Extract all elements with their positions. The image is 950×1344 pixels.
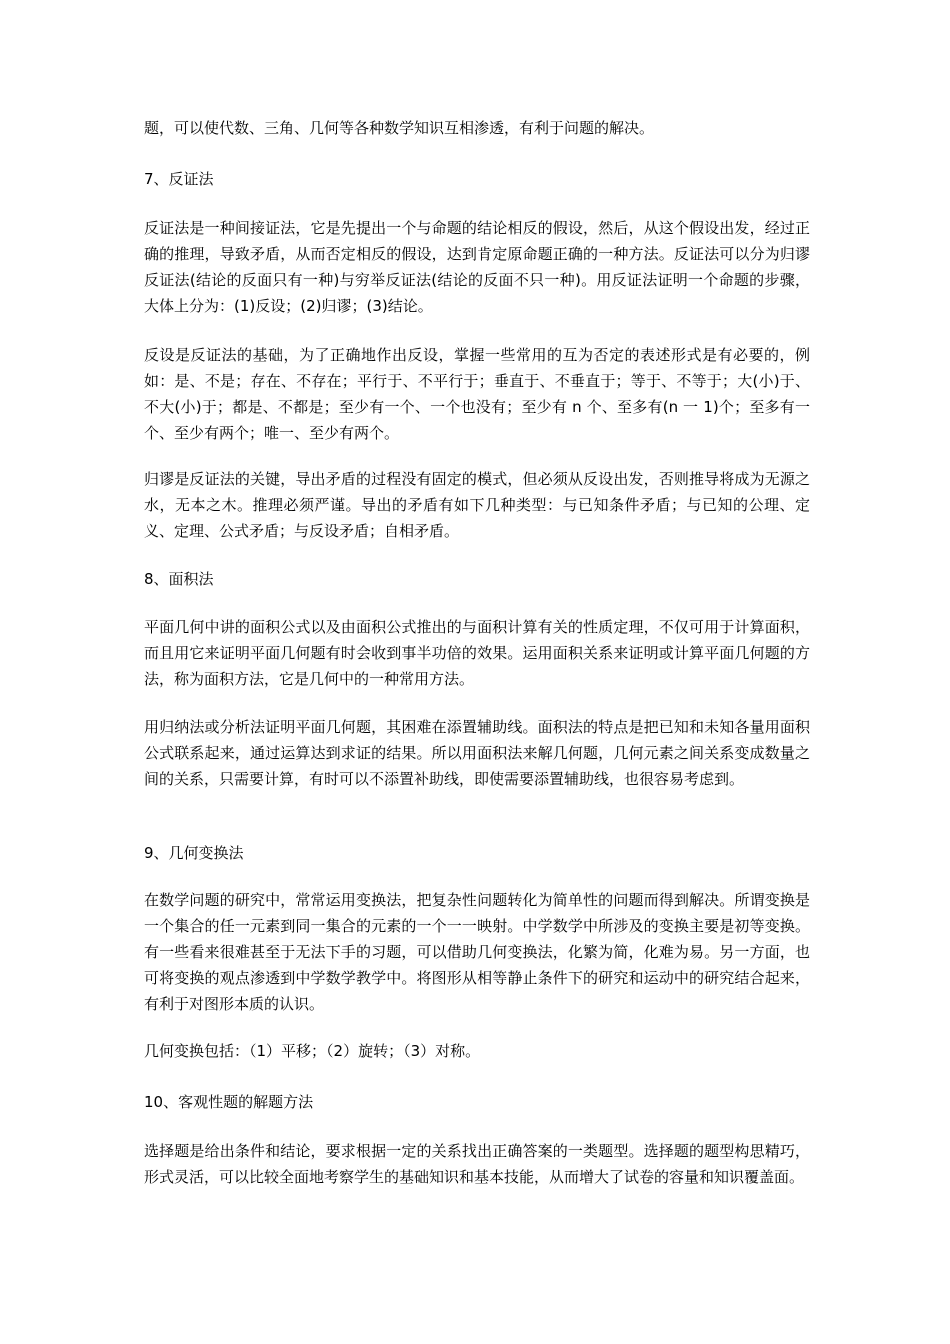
section-heading-10: 10、客观性题的解题方法	[144, 1093, 314, 1111]
paragraph-7-definition: 反证法是一种间接证法，它是先提出一个与命题的结论相反的假设，然后，从这个假设出发，经过正确的推理，导致矛盾，从而否定相反的假设，达到肯定原命题正确的一种方法。反证法可以分为归谬反证法(结论的反面只有一种)与穷举反证法(结论的反面不只一种)。用反证法证明一个命题的步骤，大体上分为：(1)反设；(2)归谬；(3)结论。	[144, 219, 810, 315]
paragraph-9-types: 几何变换包括：（1）平移；（2）旋转；（3）对称。	[144, 1042, 481, 1060]
paragraph-8-auxiliary-lines: 用归纳法或分析法证明平面几何题，其困难在添置辅助线。面积法的特点是把已知和未知各量用面积公式联系起来，通过运算达到求证的结果。所以用面积法来解几何题，几何元素之间关系变成数量之间的关系，只需要计算，有时可以不添置补助线，即使需要添置辅助线，也很容易考虑到。	[144, 718, 810, 788]
paragraph-7-contradiction: 归谬是反证法的关键，导出矛盾的过程没有固定的模式，但必须从反设出发，否则推导将成为无源之水，无本之木。推理必须严谨。导出的矛盾有如下几种类型：与已知条件矛盾；与已知的公理、定义、定理、公式矛盾；与反设矛盾；自相矛盾。	[144, 470, 810, 540]
paragraph-9-transformation: 在数学问题的研究中，常常运用变换法，把复杂性问题转化为简单性的问题而得到解决。所谓变换是一个集合的任一元素到同一集合的元素的一个一一映射。中学数学中所涉及的变换主要是初等变换。有一些看来很难甚至于无法下手的习题，可以借助几何变换法，化繁为简，化难为易。另一方面，也可将变换的观点渗透到中学数学教学中。将图形从相等静止条件下的研究和运动中的研究结合起来，有利于对图形本质的认识。	[144, 891, 810, 1013]
paragraph-intro-continuation: 题，可以使代数、三角、几何等各种数学知识互相渗透，有利于问题的解决。	[144, 119, 655, 137]
section-heading-8: 8、面积法	[144, 570, 214, 588]
paragraph-7-negation: 反设是反证法的基础，为了正确地作出反设，掌握一些常用的互为否定的表述形式是有必要的，例如：是、不是；存在、不存在；平行于、不平行于；垂直于、不垂直于；等于、不等于；大(小)于、不大(小)于；都是、不都是；至少有一个、一个也没有；至少有 n 个、至多有(n 一 1)个；至多有一个、至少有两个；唯一、至少有两个。	[144, 346, 810, 442]
section-heading-9: 9、几何变换法	[144, 844, 244, 862]
section-heading-7: 7、反证法	[144, 170, 214, 188]
paragraph-8-area-formula: 平面几何中讲的面积公式以及由面积公式推出的与面积计算有关的性质定理，不仅可用于计算面积，而且用它来证明平面几何题有时会收到事半功倍的效果。运用面积关系来证明或计算平面几何题的方法，称为面积方法，它是几何中的一种常用方法。	[144, 618, 810, 688]
paragraph-10-choice-questions: 选择题是给出条件和结论，要求根据一定的关系找出正确答案的一类题型。选择题的题型构思精巧，形式灵活，可以比较全面地考察学生的基础知识和基本技能，从而增大了试卷的容量和知识覆盖面。	[144, 1142, 810, 1186]
